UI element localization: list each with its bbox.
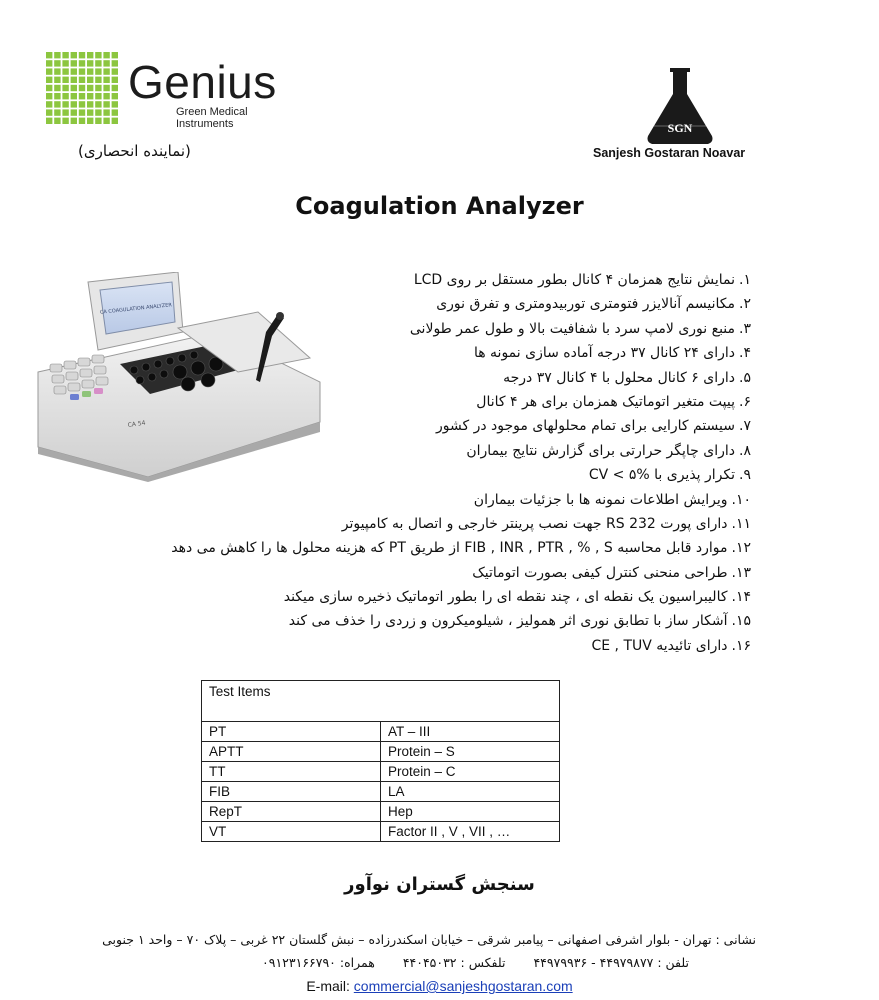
feature-number: ۱۳.: [731, 564, 751, 581]
feature-item: [151, 488, 751, 512]
table-row: [202, 782, 560, 802]
genius-grid-cell: [112, 101, 118, 107]
genius-grid-cell: [103, 109, 109, 115]
feature-item: [151, 439, 751, 463]
table-row: [202, 742, 560, 762]
genius-grid-cell: [62, 77, 68, 83]
footer-company-name: سنجش گستران نوآور: [344, 874, 535, 895]
table-cell: Factor II , V , VII , …: [381, 822, 560, 842]
genius-grid-cell: [79, 77, 85, 83]
table-header-row: [202, 681, 560, 722]
genius-grid-cell: [79, 118, 85, 124]
genius-grid-cell: [54, 77, 60, 83]
feature-text: منبع نوری لامپ سرد با شفافیت بالا و طول عمر طولانی: [409, 320, 736, 337]
genius-logo-name: Genius: [128, 56, 277, 108]
genius-grid-cell: [95, 77, 101, 83]
test-items-table: [201, 680, 560, 842]
feature-text: طراحی منحنی کنترل کیفی بصورت اتوماتیک: [472, 564, 728, 581]
genius-grid-cell: [87, 60, 93, 66]
genius-grid-cell: [46, 60, 52, 66]
feature-number: ۱۴.: [731, 589, 751, 606]
table-cell: Protein – C: [381, 762, 560, 782]
genius-grid-cell: [87, 52, 93, 58]
genius-grid-cell: [103, 68, 109, 74]
genius-grid-cell: [46, 93, 52, 99]
feature-text: دارای پورت RS 232 جهت نصب پرینتر خارجی و اتصال به کامپیوتر: [341, 515, 728, 532]
feature-item: [151, 390, 751, 414]
genius-grid-cell: [62, 93, 68, 99]
page-title: Coagulation Analyzer: [295, 192, 584, 220]
genius-grid-cell: [87, 101, 93, 107]
feature-item: [151, 609, 751, 633]
table-cell: PT: [202, 722, 381, 742]
genius-grid-cell: [95, 60, 101, 66]
feature-item: [151, 561, 751, 585]
genius-grid-cell: [62, 118, 68, 124]
exclusive-representative-label: (نماینده انحصاری): [78, 142, 191, 160]
table-row: [202, 722, 560, 742]
genius-grid-cell: [54, 85, 60, 91]
feature-item: [151, 634, 751, 658]
genius-grid-cell: [95, 109, 101, 115]
genius-grid-cell: [87, 85, 93, 91]
genius-grid-cell: [103, 93, 109, 99]
feature-text: دارای ۶ کانال محلول با ۴ کانال ۳۷ درجه: [503, 369, 736, 386]
feature-number: ۶.: [739, 393, 751, 410]
feature-text: آشکار ساز با تطابق نوری اثر همولیز ، شیلومیکرون و زردی را خذف می کند: [288, 613, 728, 630]
features-list: [151, 268, 751, 658]
email-link[interactable]: commercial@sanjeshgostaran.com: [353, 978, 573, 994]
table-cell: Hep: [381, 802, 560, 822]
feature-text: کالیبراسیون یک نقطه ای ، چند نقطه ای را بطور اتوماتیک ذخیره سازی میکند: [283, 589, 728, 606]
genius-grid-cell: [71, 101, 77, 107]
genius-grid-cell: [95, 118, 101, 124]
genius-grid-cell: [71, 118, 77, 124]
genius-grid-cell: [62, 101, 68, 107]
feature-number: ۴.: [739, 345, 751, 362]
genius-grid-cell: [46, 85, 52, 91]
table-cell: VT: [202, 822, 381, 842]
genius-grid-cell: [46, 77, 52, 83]
genius-grid-cell: [54, 101, 60, 107]
genius-grid-cell: [79, 93, 85, 99]
sgn-monogram: SGN: [667, 121, 693, 135]
genius-grid-cell: [71, 52, 77, 58]
table-cell: LA: [381, 782, 560, 802]
genius-grid-cell: [95, 93, 101, 99]
feature-text: موارد قابل محاسبه FIB , INR , PTR , % , S از طریق PT که هزینه محلول ها را کاهش می دهد: [171, 540, 728, 557]
feature-text: دارای ۲۴ کانال ۳۷ درجه آماده سازی نمونه ها: [473, 345, 736, 362]
feature-item: [151, 585, 751, 609]
genius-grid-cell: [79, 85, 85, 91]
genius-grid-cell: [62, 52, 68, 58]
footer-fax: تلفکس : ۴۴۰۴۵۰۳۲: [402, 955, 506, 970]
feature-number: ۵.: [739, 369, 751, 386]
feature-item: [151, 341, 751, 365]
feature-item: [151, 536, 751, 560]
genius-grid-cell: [54, 52, 60, 58]
genius-grid-cell: [54, 60, 60, 66]
genius-grid-cell: [95, 101, 101, 107]
genius-grid-cell: [46, 68, 52, 74]
feature-number: ۱۶.: [731, 637, 751, 654]
genius-grid-cell: [46, 52, 52, 58]
feature-number: ۱.: [739, 272, 751, 288]
table-row: [202, 762, 560, 782]
genius-grid-cell: [103, 77, 109, 83]
feature-item: [151, 268, 751, 292]
genius-grid-cell: [112, 60, 118, 66]
genius-grid-cell: [112, 85, 118, 91]
device-model-label: CA 54: [127, 419, 146, 429]
genius-grid-cell: [71, 93, 77, 99]
footer-email-line: [0, 978, 879, 994]
genius-grid-cell: [112, 77, 118, 83]
genius-grid-cell: [87, 68, 93, 74]
feature-number: ۳.: [739, 320, 751, 337]
footer-phone: تلفن : ۴۴۹۷۹۸۷۷ - ۴۴۹۷۹۹۳۶: [533, 955, 689, 970]
genius-grid-cell: [46, 101, 52, 107]
feature-item: [151, 292, 751, 316]
table-cell: Protein – S: [381, 742, 560, 762]
genius-grid-cell: [62, 68, 68, 74]
genius-grid-cell: [54, 93, 60, 99]
feature-text: ویرایش اطلاعات نمونه ها با جزئیات بیماران: [473, 491, 728, 508]
feature-item: [151, 366, 751, 390]
genius-grid-cell: [103, 118, 109, 124]
table-header-cell: Test Items: [202, 681, 560, 722]
genius-grid-cell: [79, 101, 85, 107]
genius-grid-cell: [103, 52, 109, 58]
genius-grid-cell: [87, 77, 93, 83]
feature-text: دارای تائیدیه CE , TUV: [591, 637, 728, 654]
feature-number: ۹.: [739, 467, 751, 484]
table-row: [202, 802, 560, 822]
genius-grid-cell: [79, 109, 85, 115]
email-label: E-mail:: [306, 978, 350, 994]
genius-grid-cell: [79, 68, 85, 74]
genius-grid-cell: [79, 60, 85, 66]
feature-item: [151, 414, 751, 438]
genius-grid-cell: [103, 85, 109, 91]
genius-grid-cell: [87, 118, 93, 124]
sgn-company-name: Sanjesh Gostaran Noavar: [593, 146, 746, 160]
genius-logo-tagline: Green Medical Instruments: [176, 106, 248, 130]
feature-text: نمایش نتایج همزمان ۴ کانال بطور مستقل بر روی LCD: [413, 272, 736, 288]
genius-logo: [46, 52, 276, 132]
genius-grid-cell: [95, 52, 101, 58]
table-cell: AT – III: [381, 722, 560, 742]
table-cell: FIB: [202, 782, 381, 802]
genius-grid-cell: [62, 109, 68, 115]
feature-number: ۱۰.: [731, 491, 751, 508]
table-cell: TT: [202, 762, 381, 782]
genius-grid-cell: [71, 109, 77, 115]
feature-text: دارای چاپگر حرارتی برای گزارش نتایج بیماران: [466, 442, 736, 459]
feature-number: ۲.: [739, 296, 751, 313]
genius-grid-cell: [62, 60, 68, 66]
genius-grid-cell: [62, 85, 68, 91]
genius-grid-cell: [79, 52, 85, 58]
genius-grid-cell: [112, 109, 118, 115]
genius-grid-cell: [87, 93, 93, 99]
device-screen-text: CA COAGULATION ANALYZER: [99, 302, 173, 316]
genius-grid-icon: [46, 52, 120, 126]
genius-grid-cell: [103, 101, 109, 107]
feature-number: ۱۵.: [731, 613, 751, 630]
genius-grid-cell: [71, 77, 77, 83]
genius-grid-cell: [46, 109, 52, 115]
feature-number: ۸.: [739, 442, 751, 459]
genius-grid-cell: [54, 68, 60, 74]
genius-grid-cell: [103, 60, 109, 66]
table-cell: RepT: [202, 802, 381, 822]
feature-number: ۷.: [739, 418, 751, 435]
genius-grid-cell: [71, 85, 77, 91]
feature-number: ۱۲.: [731, 540, 751, 557]
genius-grid-cell: [95, 85, 101, 91]
feature-item: [151, 463, 751, 487]
table-row: [202, 822, 560, 842]
feature-item: [151, 512, 751, 536]
genius-grid-cell: [112, 93, 118, 99]
feature-text: تکرار پذیری با CV < ۵%: [588, 467, 736, 484]
footer-mobile: همراه: ۰۹۱۲۳۱۶۶۷۹۰: [262, 955, 375, 970]
genius-grid-cell: [54, 109, 60, 115]
genius-grid-cell: [46, 118, 52, 124]
feature-item: [151, 317, 751, 341]
genius-grid-cell: [112, 118, 118, 124]
sgn-flask-logo-icon: [630, 66, 730, 148]
feature-text: پیپت متغیر اتوماتیک همزمان برای هر ۴ کانال: [476, 393, 736, 410]
genius-grid-cell: [112, 68, 118, 74]
table-cell: APTT: [202, 742, 381, 762]
footer-phones: [238, 955, 689, 970]
genius-grid-cell: [95, 68, 101, 74]
feature-text: سیستم کارایی برای تمام محلولهای موجود در کشور: [435, 418, 736, 435]
genius-grid-cell: [71, 60, 77, 66]
footer-address: نشانی : تهران - بلوار اشرفی اصفهانی – پیامبر شرقی – خیابان اسکندرزاده – نبش گلستان ۲۲ غربی – پلاک ۷۰ – واحد ۱ جنوبی: [102, 932, 756, 947]
genius-grid-cell: [112, 52, 118, 58]
feature-number: ۱۱.: [731, 515, 751, 532]
genius-grid-cell: [54, 118, 60, 124]
feature-text: مکانیسم آنالایزر فتومتری توربیدومتری و تفرق نوری: [436, 296, 736, 313]
genius-grid-cell: [87, 109, 93, 115]
genius-grid-cell: [71, 68, 77, 74]
